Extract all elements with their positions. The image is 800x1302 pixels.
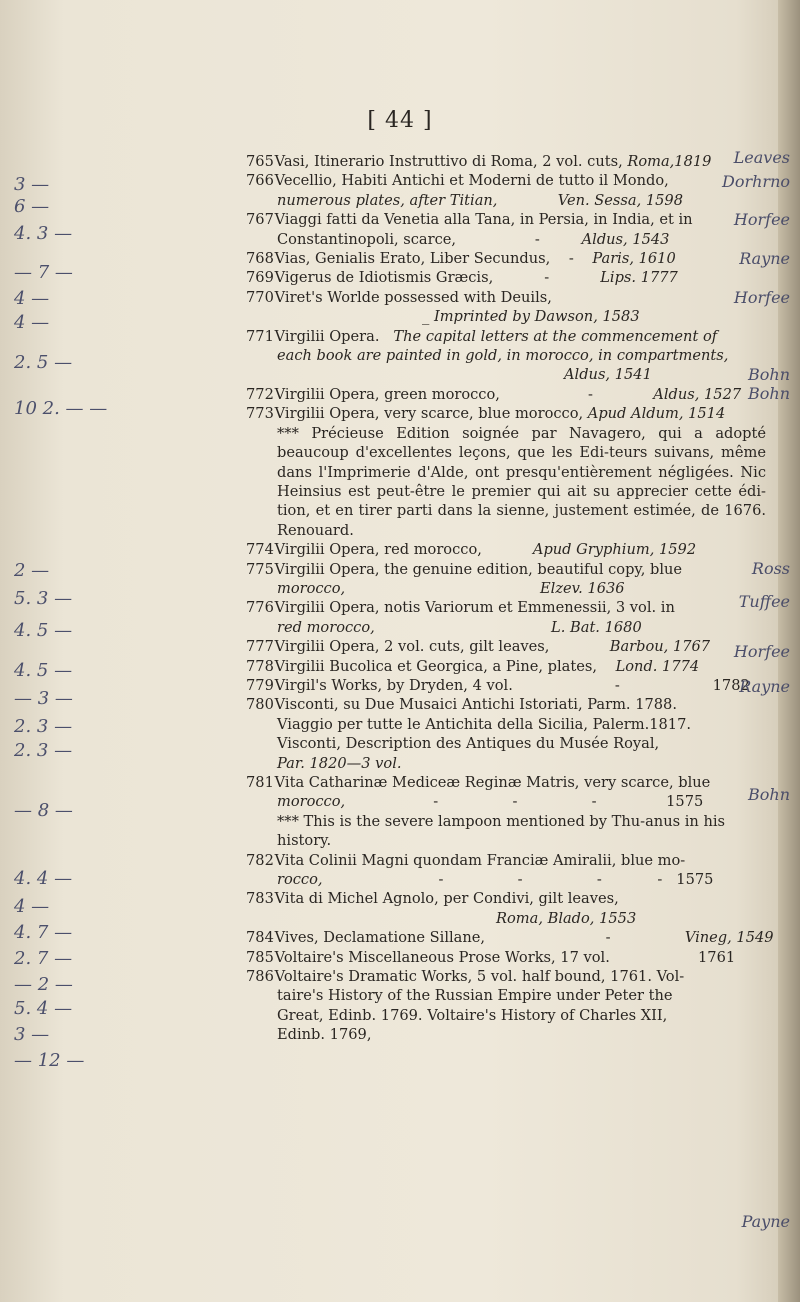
buyer-signature: Bohn — [748, 384, 790, 403]
price-note: 5. 3 — — [14, 588, 73, 609]
entry-text: Vasi, Itinerario Instruttivo di Roma, 2 vol. cuts, — [274, 153, 623, 170]
price-note: 4 — — [14, 288, 50, 309]
entry-imprint: L. Bat. 1680 — [551, 618, 642, 636]
lot-number: 783 — [246, 890, 274, 908]
catalogue-entry — [246, 152, 786, 171]
catalogue-entry: 770 Viret's Worlde possessed with Deuils, _ Imprinted by Dawson, 1583 — [246, 288, 640, 326]
catalogue-entries — [246, 148, 790, 1231]
entry-text: Par. 1820—3 vol. — [277, 754, 402, 772]
entry-imprint: Apud Aldum, 1514 — [587, 405, 726, 423]
lot-number: 775 — [246, 560, 274, 578]
catalogue-entry: 772 Virgilii Opera, green morocco, - Aldus, 1527 — [246, 385, 742, 403]
price-note: 2. 5 — — [14, 352, 73, 373]
price-note: 4. 3 — — [14, 223, 73, 244]
price-note: 4. 7 — — [14, 922, 73, 943]
buyer-signature: Rayne — [739, 249, 790, 268]
price-note: — 8 — — [14, 800, 73, 821]
catalogue-entry: 781 Vita Catharinæ Mediceæ Reginæ Matris, very scarce, blue morocco, - - - 1575 — [246, 774, 711, 811]
entry-text: rocco, — [277, 871, 323, 889]
price-note: — 3 — — [14, 688, 73, 709]
catalogue-entry: 782 Vita Colinii Magni quondam Franciæ Amiralii, blue mo- rocco, - - - - 1575 — [246, 851, 714, 889]
lot-number: 768 — [246, 250, 274, 268]
entry-text: Vecellio, Habiti Antichi et Moderni de tutto il Mondo, — [274, 172, 669, 190]
price-note: 4 — — [14, 312, 50, 333]
lot-number: 777 — [246, 638, 274, 656]
lot-number: 773 — [246, 405, 274, 423]
entry-imprint: Lond. 1774 — [615, 657, 700, 675]
entry-text: numerous plates, after Titian, — [277, 191, 498, 209]
entry-text: Virgilii Opera, 2 vol. cuts, gilt leaves, — [274, 638, 550, 656]
price-note: 2. 3 — — [14, 716, 73, 737]
page-number: [ 44 ] — [367, 108, 433, 133]
lot-number: 765 — [246, 153, 274, 170]
entry-text: Virgilii Opera, the genuine edition, beautiful copy, blue — [274, 560, 683, 578]
price-note: — 2 — — [14, 974, 73, 995]
entry-imprint: 1782 — [712, 676, 750, 694]
lot-number: 778 — [246, 657, 274, 675]
entry-imprint: Vineg, 1549 — [684, 929, 774, 947]
entry-text: The capital letters at the commencement of — [393, 327, 718, 345]
buyer-signature: Horfee — [733, 210, 790, 229]
entry-text: Vives, Declamatione Sillane, — [274, 929, 486, 947]
entry-text: Vita di Michel Agnolo, per Condivi, gilt leaves, — [274, 890, 619, 908]
catalogue-entry — [246, 598, 786, 637]
catalogue-entry — [246, 967, 786, 1045]
catalogue-entry: 768 Vias, Genialis Erato, Liber Secundus, - Paris, 1610 — [246, 250, 676, 268]
lot-number: 779 — [246, 676, 274, 694]
lot-number: 771 — [246, 327, 274, 345]
entry-text: each book are painted in gold, in morocco, in compartments, — [277, 347, 729, 365]
price-note: 4. 5 — — [14, 620, 73, 641]
price-note: 2. 3 — — [14, 740, 73, 761]
lot-number: 776 — [246, 599, 274, 617]
buyer-signature: Bohn — [748, 365, 790, 384]
buyer-signature: Rayne — [739, 677, 790, 696]
entry-text: taire's History of the Russian Empire under Peter the — [277, 987, 673, 1005]
price-note: 2. 7 — — [14, 948, 73, 969]
lot-number: 781 — [246, 774, 274, 791]
entry-imprint: 1575 — [676, 871, 714, 889]
entry-imprint: 1761 — [698, 948, 736, 966]
price-note: 3 — — [14, 1024, 50, 1045]
buyer-signature: Dorhrno — [722, 172, 790, 191]
lot-number: 780 — [246, 696, 274, 714]
lot-number: 766 — [246, 172, 274, 190]
entry-imprint: Elzev. 1636 — [540, 579, 625, 597]
catalogue-entry: 767 Viaggi fatti da Venetia alla Tana, in Persia, in India, et in Constantinopoli, scarce, - Aldus, 1543 — [246, 211, 693, 248]
entry-text: Vias, Genialis Erato, Liber Secundus, — [274, 250, 551, 268]
lot-number: 785 — [246, 948, 274, 966]
entry-text: Virgilii Opera, red morocco, — [274, 541, 482, 559]
price-note: 4 — — [14, 896, 50, 917]
entry-text: Constantinopoli, scarce, — [277, 230, 457, 248]
price-note: 3 — — [14, 174, 50, 195]
lot-number: 770 — [246, 288, 274, 306]
lot-number: 782 — [246, 851, 274, 869]
catalogue-entry — [246, 948, 786, 967]
lot-number: 774 — [246, 541, 274, 559]
note-text: *** Précieuse Edition soignée par Navagero, qui a adopté beaucoup d'excellentes leçons, que les Edi-teurs suivans, même dans l'Imprimerie d'Alde, ont presqu'entièrement négligées. Nic Heinsius est peut-être le premier qui ait su apprecier cette édi-tion, et en tirer parti dans la sienne, justement estimée, de 1676. Renouard. — [277, 424, 766, 539]
catalogue-entry — [246, 657, 786, 676]
price-note: 4. 4 — — [14, 868, 73, 889]
entry-text: Vita Catharinæ Mediceæ Reginæ Matris, very scarce, blue — [274, 774, 711, 791]
entry-text: Vigerus de Idiotismis Græcis, — [274, 269, 494, 287]
buyer-signature: Horfee — [733, 642, 790, 661]
entry-text: morocco, — [277, 793, 346, 811]
price-note: 2 — — [14, 560, 50, 581]
entry-text: Edinb. 1769, — [277, 1026, 372, 1044]
catalogue-entry: 779 Virgil's Works, by Dryden, 4 vol. - 1782 — [246, 676, 750, 694]
catalogue-entry — [246, 327, 786, 385]
note-text: *** This is the severe lampoon mentioned by Thu-anus in his history. — [277, 812, 725, 850]
entry-imprint: Roma,1819 — [627, 153, 712, 170]
entry-text: red morocco, — [277, 618, 375, 636]
handwritten-price-column — [0, 0, 160, 1302]
catalogue-entry — [246, 560, 786, 599]
entry-imprint: Aldus, 1527 — [653, 385, 742, 403]
price-note: — 7 — — [14, 262, 73, 283]
buyer-signature: Tuffee — [738, 592, 790, 611]
lot-number: 786 — [246, 968, 274, 986]
entry-imprint: Aldus, 1543 — [581, 230, 670, 248]
entry-text: morocco, — [277, 579, 346, 597]
entry-imprint: Roma, Blado, 1553 — [496, 909, 637, 927]
price-note: 6 — — [14, 196, 50, 217]
lot-number: 784 — [246, 929, 274, 947]
catalogue-entry — [246, 171, 786, 210]
entry-text: Virgilii Bucolica et Georgica, a Pine, plates, — [274, 657, 597, 675]
entry-imprint: Aldus, 1541 — [564, 366, 652, 384]
entry-text: Viaggi fatti da Venetia alla Tana, in Persia, in India, et in — [274, 211, 693, 229]
entry-text: Visconti, su Due Musaici Antichi Istoriati, Parm. 1788. — [274, 696, 677, 714]
lot-number: 767 — [246, 211, 274, 229]
buyer-signature: Leaves — [733, 148, 790, 167]
buyer-signature: Horfee — [733, 288, 790, 307]
entry-text: Viret's Worlde possessed with Deuils, — [274, 288, 552, 306]
entry-imprint: Ven. Sessa, 1598 — [557, 191, 683, 209]
lot-number: 772 — [246, 385, 274, 403]
entry-text: Visconti, Description des Antiques du Musée Royal, — [277, 735, 660, 753]
catalogue-entry: 784 Vives, Declamatione Sillane, - Vineg, 1549 — [246, 929, 774, 947]
entry-text: Voltaire's Dramatic Works, 5 vol. half bound, 1761. Vol- — [274, 968, 685, 986]
price-note: 4. 5 — — [14, 660, 73, 681]
entry-text: Vita Colinii Magni quondam Franciæ Amiralii, blue mo- — [274, 851, 686, 869]
entry-text: Virgilii Opera, green morocco, — [274, 385, 500, 403]
buyer-signature: Ross — [751, 559, 790, 578]
lot-number: 769 — [246, 269, 274, 287]
catalogue-entry — [246, 637, 786, 656]
entry-imprint: Lips. 1777 — [600, 269, 678, 287]
price-note: — 12 — — [14, 1050, 85, 1071]
entry-text: Virgilii Opera, very scarce, blue morocco, — [274, 405, 584, 423]
entry-imprint: 1575 — [666, 793, 704, 811]
catalogue-entry: 769 Vigerus de Idiotismis Græcis, - Lips. 1777 — [246, 269, 678, 287]
catalogue-entry — [246, 695, 786, 773]
entry-imprint: Imprinted by Dawson, 1583 — [433, 308, 640, 326]
entry-imprint: Apud Gryphium, 1592 — [532, 541, 697, 559]
entry-text: Voltaire's Miscellaneous Prose Works, 17 vol. — [274, 948, 610, 966]
catalogue-note — [246, 812, 786, 851]
buyer-signature: Payne — [741, 1212, 790, 1231]
entry-text: Viaggio per tutte le Antichita della Sicilia, Palerm.1817. — [277, 715, 692, 733]
entry-imprint: Barbou, 1767 — [609, 638, 711, 656]
entry-text: Virgil's Works, by Dryden, 4 vol. — [274, 676, 513, 694]
entry-text: Virgilii Opera, notis Variorum et Emmenessii, 3 vol. in — [274, 599, 675, 617]
catalogue-entry — [246, 540, 786, 559]
price-note: 5. 4 — — [14, 998, 73, 1019]
entry-text: Virgilii Opera. — [274, 327, 380, 345]
catalogue-entry — [246, 404, 786, 423]
price-note: 10 2. — — — [14, 398, 108, 419]
buyer-signature: Bohn — [748, 785, 790, 804]
catalogue-note — [246, 424, 786, 540]
entry-imprint: Paris, 1610 — [592, 250, 676, 268]
catalogue-entry — [246, 889, 786, 928]
entry-text: Great, Edinb. 1769. Voltaire's History of Charles XII, — [277, 1006, 668, 1024]
